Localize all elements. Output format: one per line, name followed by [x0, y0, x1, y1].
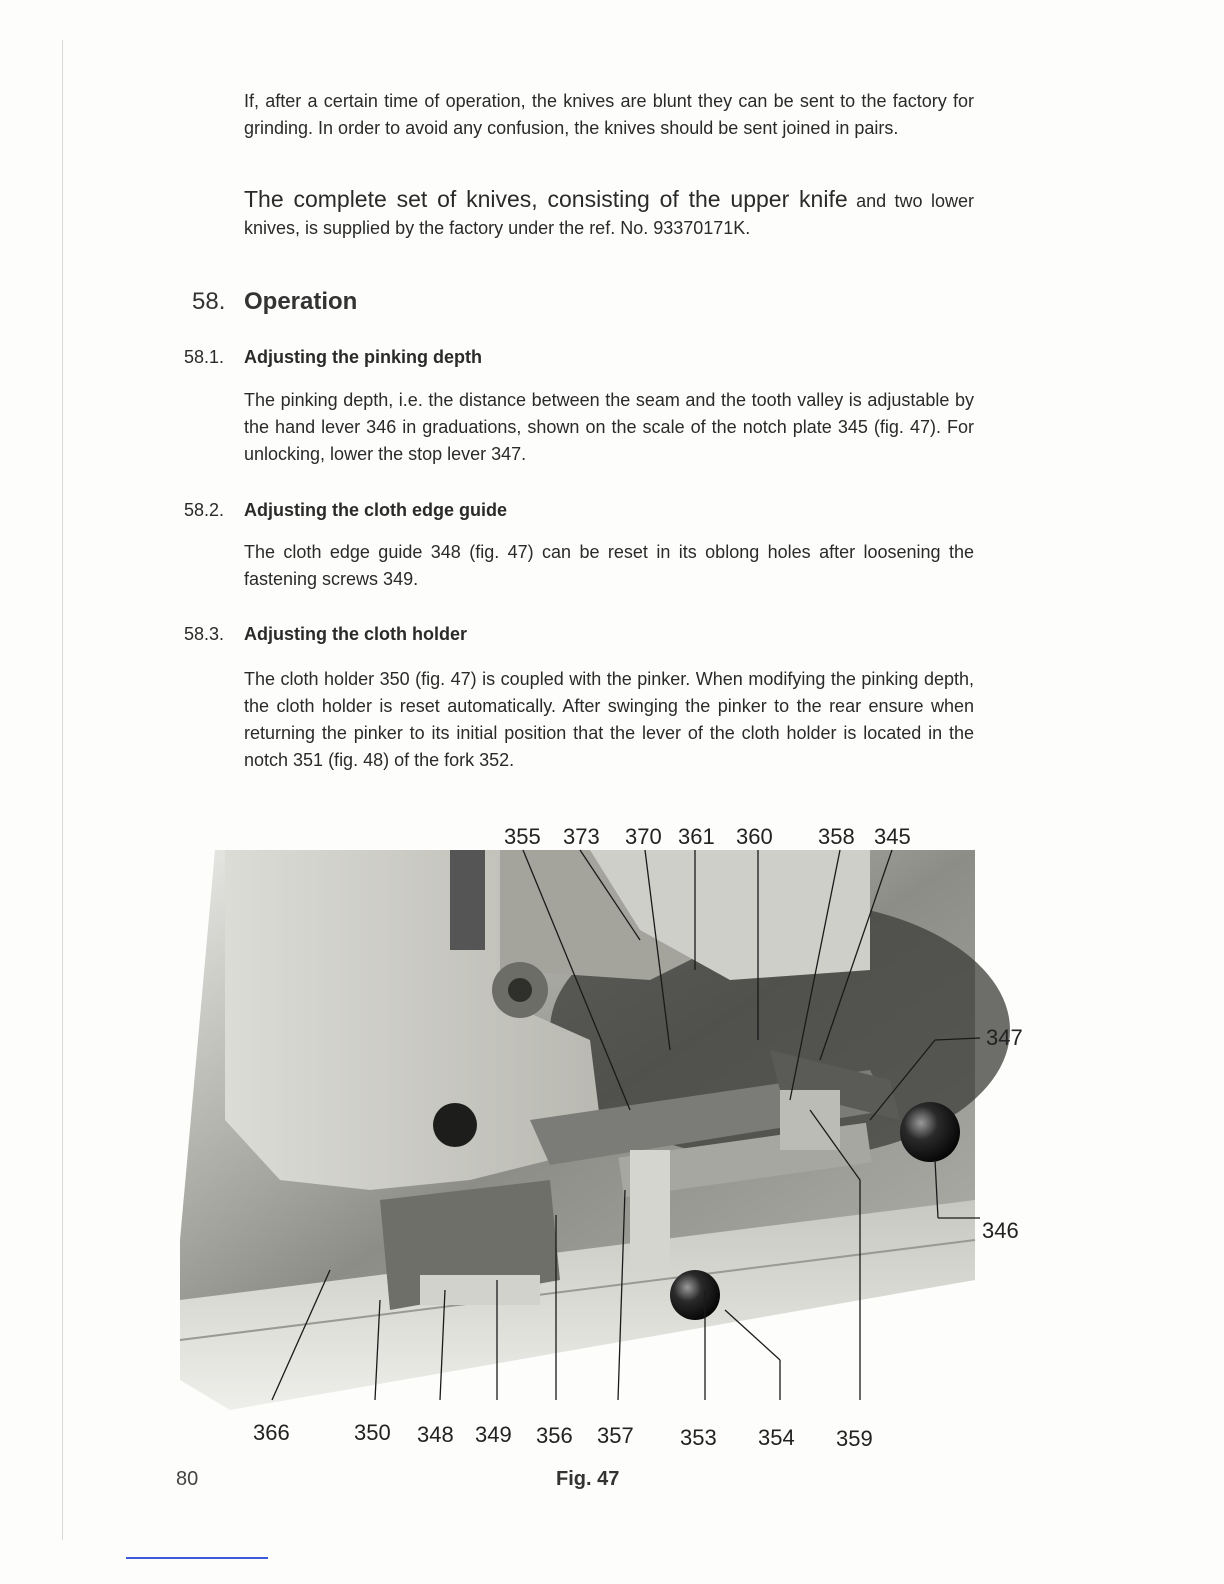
- vertical-bar: [450, 850, 485, 950]
- callout-349: 349: [475, 1422, 512, 1447]
- page-margin-rule: [62, 40, 63, 1540]
- callout-350: 350: [354, 1420, 391, 1445]
- callout-354: 354: [758, 1425, 795, 1450]
- callout-345: 345: [874, 824, 911, 849]
- subsection-1-number: 58.1.: [184, 347, 225, 367]
- callout-366: 366: [253, 1420, 290, 1445]
- pinker-column: [630, 1150, 670, 1270]
- callout-357: 357: [597, 1423, 634, 1448]
- paragraph-knife-set-rest: and two lower knives, is supplied by the factory under the ref. No. 93370171K.: [244, 191, 974, 238]
- callout-373: 373: [563, 824, 600, 849]
- subsection-2-number: 58.2.: [184, 500, 225, 520]
- callout-359: 359: [836, 1426, 873, 1451]
- footer-underline: [126, 1557, 268, 1559]
- pinker-knob: [670, 1270, 720, 1320]
- callout-370: 370: [625, 824, 662, 849]
- paragraph-knife-grinding: If, after a certain time of operation, the knives are blunt they can be sent to the factory for grinding. In order to avoid any confusion, the knives should be sent joined in pairs.: [244, 91, 974, 138]
- subsection-2-title: Adjusting the cloth edge guide: [244, 500, 507, 520]
- callout-353: 353: [680, 1425, 717, 1450]
- machine-photo: [170, 820, 1050, 1460]
- paragraph-knife-set: [244, 186, 974, 242]
- section-number: 58.: [192, 288, 226, 315]
- port-hole: [433, 1103, 477, 1147]
- subsection-3-number: 58.3.: [184, 624, 225, 644]
- paragraph-knife-set-lead: The complete set of knives, consisting of the upper knife: [244, 186, 848, 212]
- hand-lever-knob: [900, 1102, 960, 1162]
- callout-356: 356: [536, 1423, 573, 1448]
- subsection-3-body: The cloth holder 350 (fig. 47) is coupled with the pinker. When modifying the pinking depth, the cloth holder is reset automatically. After swinging the pinker to the rear ensure when returning the pinker to its initial position that the lever of the cloth holder is located in the notch 351 (fig. 48) of the fork 352.: [244, 669, 974, 770]
- callout-355: 355: [504, 824, 541, 849]
- subsection-1-title: Adjusting the pinking depth: [244, 347, 482, 367]
- notch-plate: [780, 1090, 840, 1150]
- figure-47: [170, 820, 1050, 1460]
- page-number: 80: [176, 1468, 199, 1490]
- subsection-3-title: Adjusting the cloth holder: [244, 624, 467, 644]
- section-title: Operation: [244, 288, 358, 315]
- figure-caption: Fig. 47: [556, 1468, 620, 1490]
- callout-358: 358: [818, 824, 855, 849]
- subsection-2-body: The cloth edge guide 348 (fig. 47) can be reset in its oblong holes after loosening the fastening screws 349.: [244, 542, 974, 589]
- callout-360: 360: [736, 824, 773, 849]
- callout-348: 348: [417, 1422, 454, 1447]
- callout-361: 361: [678, 824, 715, 849]
- callout-347: 347: [986, 1025, 1023, 1050]
- presser-foot: [420, 1275, 540, 1305]
- subsection-1-body: The pinking depth, i.e. the distance between the seam and the tooth valley is adjustable by the hand lever 346 in graduations, shown on the scale of the notch plate 345 (fig. 47). For unlocking, lower the stop lever 347.: [244, 390, 974, 464]
- callout-346: 346: [982, 1218, 1019, 1243]
